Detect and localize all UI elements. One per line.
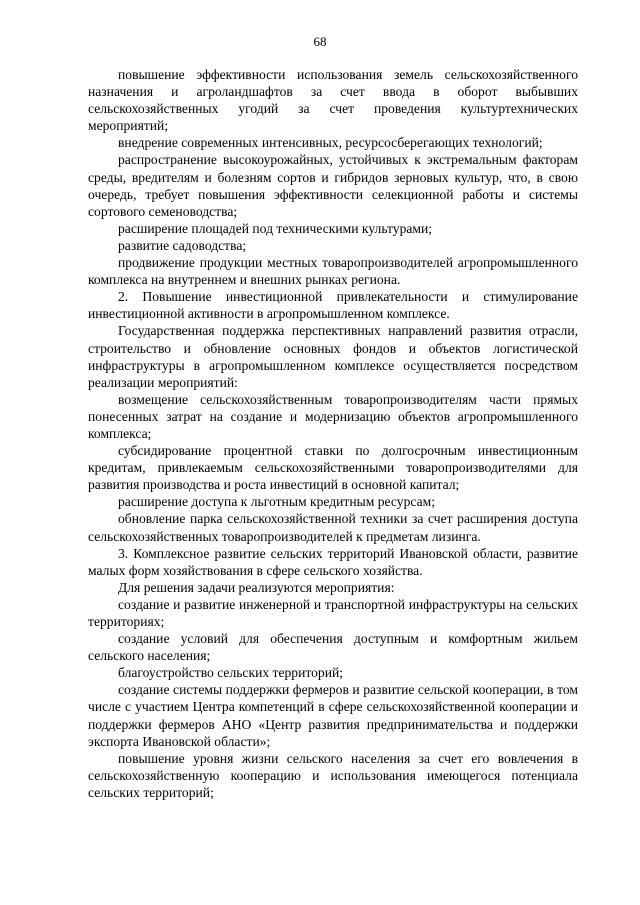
page-number: 68 (313, 34, 327, 49)
document-body (88, 66, 578, 801)
paragraph: создание системы поддержки фермеров и развитие сельской кооперации, в том числе с участием Центра компетенций в сфере сельскохозяйственной кооперации и поддержки фермеров АНО «Центр развития предпринимательства и поддержки экспорта Ивановской области»; (88, 682, 578, 749)
paragraph: создание условий для обеспечения доступным и комфортным жильем сельского населения; (88, 631, 578, 664)
paragraph: расширение площадей под техническими культурами; (118, 220, 433, 236)
paragraph: Государственная поддержка перспективных направлений развития отрасли, строительство и обновление основных фондов и объектов логистической инфраструктуры в агропромышленном комплексе осуществляется посредством реализации мероприятий: (88, 323, 578, 390)
paragraph: субсидирование процентной ставки по долгосрочным инвестиционным кредитам, привлекаемым сельскохозяйственными товаропроизводителями для развития производства и роста инвестиций в основной капитал; (88, 443, 578, 493)
paragraph: развитие садоводства; (118, 237, 247, 253)
paragraph: внедрение современных интенсивных, ресурсосберегающих технологий; (118, 135, 543, 151)
paragraph: расширение доступа к льготным кредитным ресурсам; (118, 494, 435, 510)
paragraph: повышение эффективности использования земель сельскохозяйственного назначения и агроландшафтов за счет ввода в оборот выбывших сельскохозяйственных угодий за счет проведения культуртехнических мероприятий; (88, 67, 578, 134)
paragraph: продвижение продукции местных товаропроизводителей агропромышленного комплекса на внутреннем и внешних рынках региона. (88, 255, 578, 288)
paragraph: создание и развитие инженерной и транспортной инфраструктуры на сельских территориях; (88, 596, 578, 629)
paragraph: Для решения задачи реализуются мероприятия: (118, 579, 395, 595)
paragraph: возмещение сельскохозяйственным товаропроизводителям части прямых понесенных затрат на создание и модернизацию объектов агропромышленного комплекса; (88, 391, 578, 441)
paragraph: повышение уровня жизни сельского населения за счет его вовлечения в сельскохозяйственную кооперацию и использования имеющегося потенциала сельских территорий; (88, 750, 578, 800)
paragraph: обновление парка сельскохозяйственной техники за счет расширения доступа сельскохозяйственных товаропроизводителей к предметам лизинга. (88, 511, 578, 544)
paragraph: распространение высокоурожайных, устойчивых к экстремальным факторам среды, вредителям и болезням сортов и гибридов зерновых культур, что, в свою очередь, требует повышения эффективности селекционной работы и системы сортового семеноводства; (88, 152, 578, 219)
paragraph: благоустройство сельских территорий; (118, 665, 344, 681)
section-heading: 3. Комплексное развитие сельских территорий Ивановской области, развитие малых форм хозяйствования в сфере сельского хозяйства. (88, 545, 578, 578)
section-heading: 2. Повышение инвестиционной привлекательности и стимулирование инвестиционной активности в агропромышленном комплексе. (88, 289, 578, 322)
